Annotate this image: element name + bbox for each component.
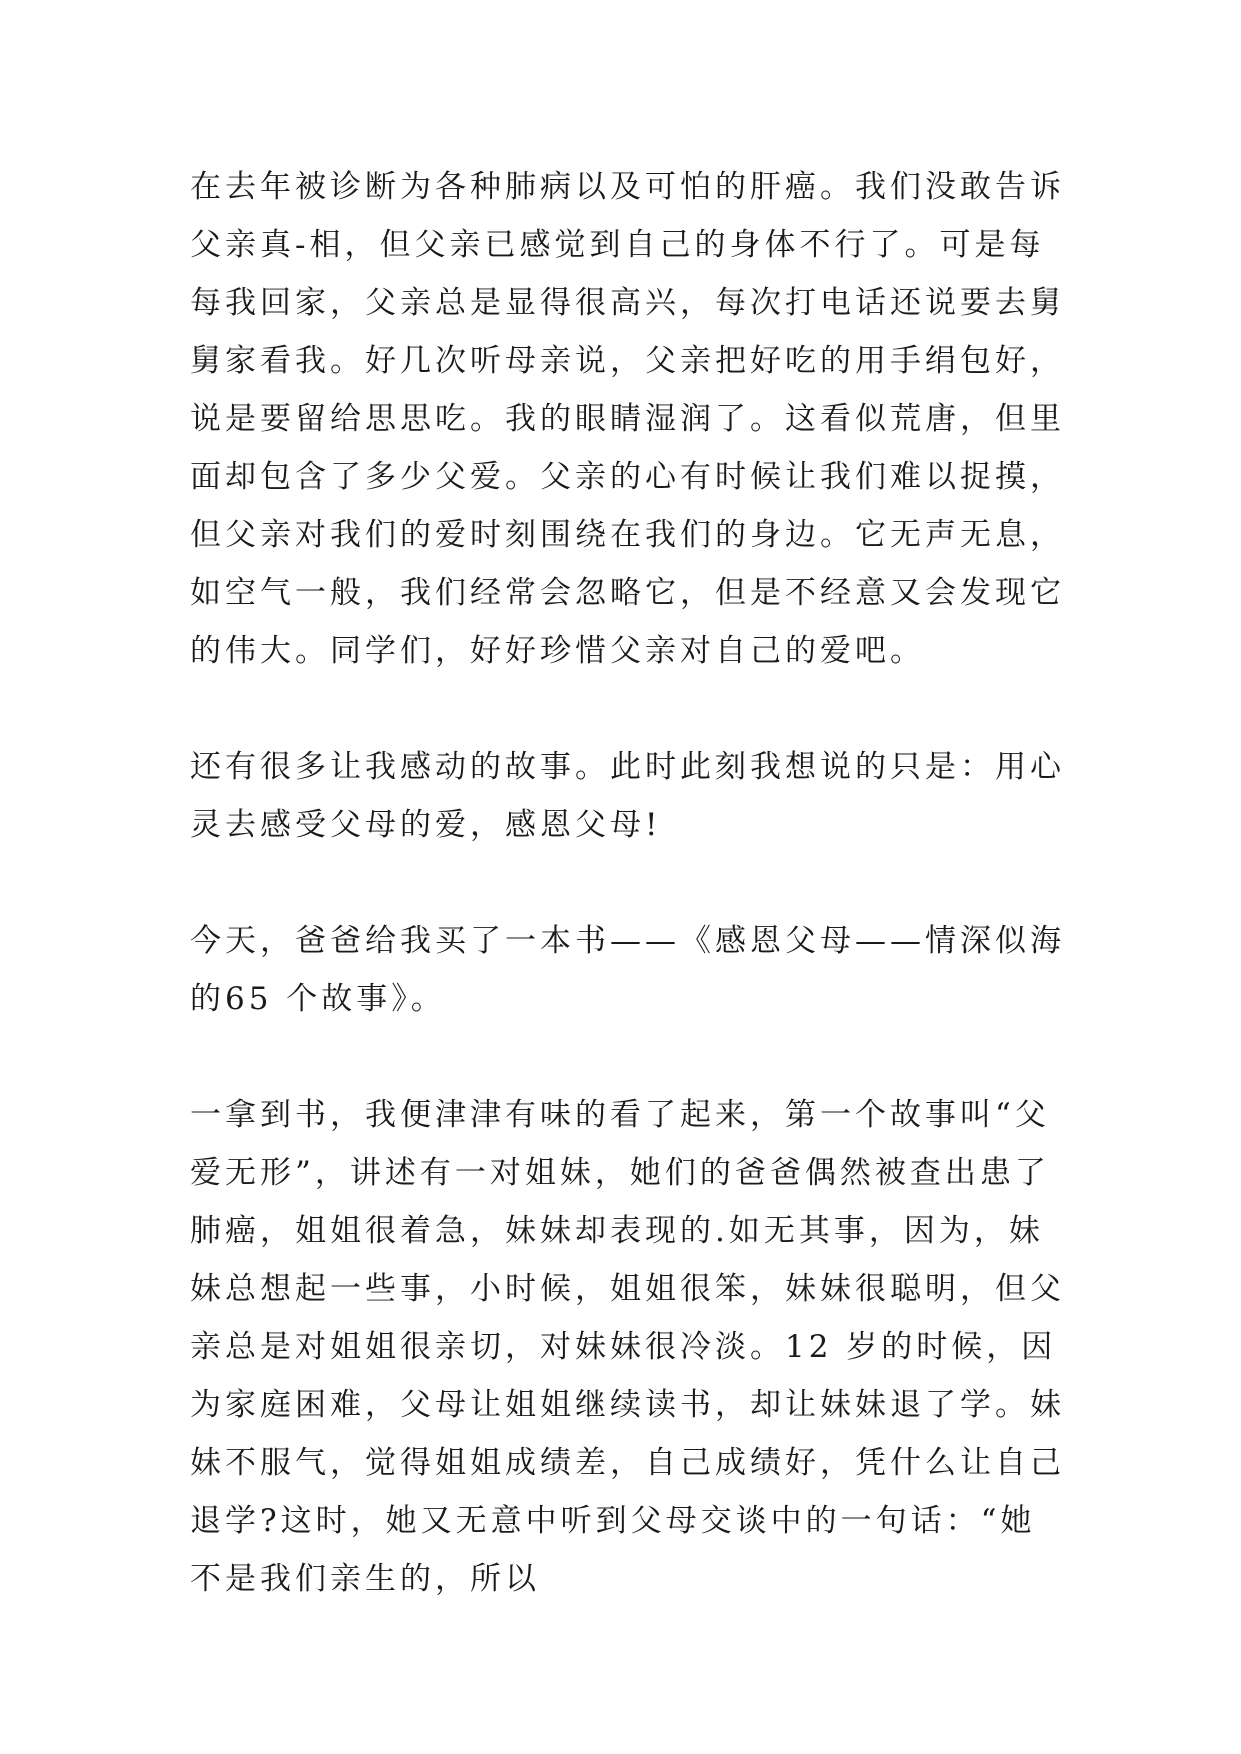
- paragraph-first-story: 一拿到书，我便津津有味的看了起来，第一个故事叫“父爱无形”，讲述有一对姐妹，她们的爸爸偶然被查出患了肺癌，姐姐很着急，妹妹却表现的.如无其事，因为，妹妹总想起一些事，小时候，姐姐很笨，妹妹很聪明，但父亲总是对姐姐很亲切，对妹妹很冷淡。12 岁的时候，因为家庭困难，父母让姐姐继续读书，却让妹妹退了学。妹妹不服气，觉得姐姐成绩差，自己成绩好，凭什么让自己退学?这时，她又无意中听到父母交谈中的一句话：“她不是我们亲生的，所以: [190, 1097, 1065, 1597]
- paragraph-father-illness: 在去年被诊断为各种肺病以及可怕的肝癌。我们没敢告诉父亲真-相，但父亲已感觉到自己的身体不行了。可是每每我回家，父亲总是显得很高兴，每次打电话还说要去舅舅家看我。好几次听母亲说，父亲把好吃的用手绢包好，说是要留给思思吃。我的眼睛湿润了。这看似荒唐，但里面却包含了多少父爱。父亲的心有时候让我们难以捉摸，但父亲对我们的爱时刻围绕在我们的身边。它无声无息，如空气一般，我们经常会忽略它，但是不经意又会发现它的伟大。同学们，好好珍惜父亲对自己的爱吧。: [190, 169, 1065, 669]
- paragraph-book-gift: 今天，爸爸给我买了一本书——《感恩父母——情深似海的65 个故事》。: [190, 923, 1065, 1017]
- paragraph-gratitude: 还有很多让我感动的故事。此时此刻我想说的只是：用心灵去感受父母的爱，感恩父母!: [190, 749, 1065, 843]
- document-body: [190, 158, 1070, 1608]
